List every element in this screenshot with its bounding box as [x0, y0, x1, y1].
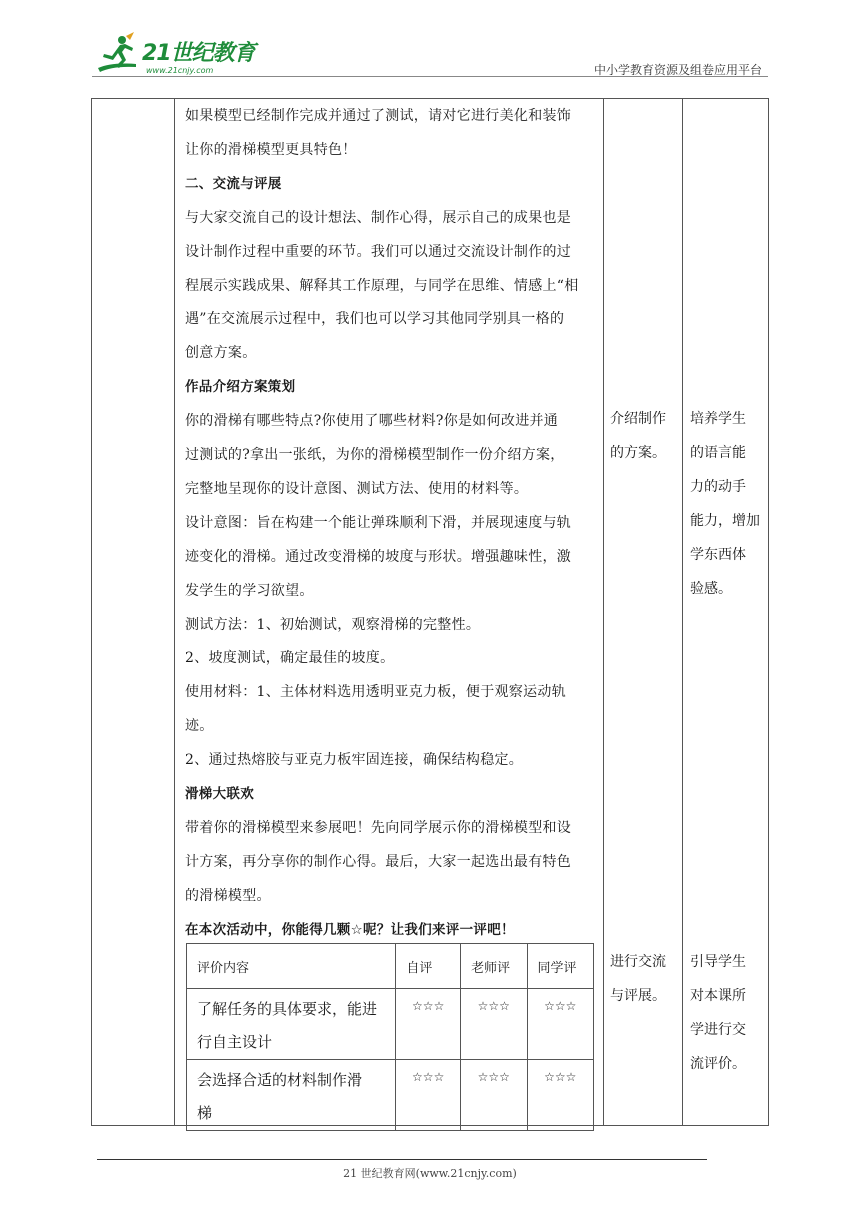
- note-line: 力的动手: [690, 479, 746, 495]
- paragraph-line: 如果模型已经制作完成并通过了测试，请对它进行美化和装饰: [185, 108, 572, 124]
- note-line: 介绍制作: [610, 411, 666, 427]
- column-divider: [682, 99, 683, 1125]
- teacher-activity-note-1: [610, 402, 666, 470]
- evaluation-table: [186, 943, 594, 1131]
- section-heading: 作品介绍方案策划: [185, 379, 296, 396]
- item-line: 行自主设计: [197, 1033, 273, 1051]
- section-heading: 滑梯大联欢: [185, 786, 254, 802]
- evaluation-item: [187, 1060, 396, 1131]
- note-line: 与评展。: [610, 988, 666, 1004]
- paragraph-line: 使用材料：1、主体材料选用透明亚克力板，便于观察运动轨: [185, 684, 567, 701]
- teacher-rating-stars: ☆☆☆: [461, 989, 527, 1060]
- paragraph-line: 设计制作过程中重要的环节。我们可以通过交流设计制作的过: [185, 243, 572, 260]
- paragraph-line: 与大家交流自己的设计想法、制作心得，展示自己的成果也是: [185, 209, 572, 226]
- paragraph-line: 完整地呈现你的设计意图、测试方法、使用的材料等。: [185, 480, 529, 497]
- header-divider: [92, 76, 768, 77]
- teacher-activity-note-2: [610, 945, 666, 1013]
- design-intent-note-2: [690, 945, 746, 1081]
- page-header: [92, 28, 768, 78]
- logo-url: www.21cnjy.com: [146, 66, 214, 75]
- table-row: [187, 989, 594, 1060]
- evaluation-item: [187, 989, 396, 1060]
- paragraph-line: 计方案，再分享你的制作心得。最后，大家一起选出最有特色: [185, 853, 572, 870]
- paragraph-line: 你的滑梯有哪些特点?你使用了哪些材料?你是如何改进并通: [185, 413, 559, 430]
- platform-name: 中小学教育资源及组卷应用平台: [593, 63, 762, 77]
- section-heading: 二、交流与评展: [185, 175, 282, 192]
- paragraph-line: 遇”在交流展示过程中，我们也可以学习其他同学别具一格的: [185, 311, 565, 328]
- footer-divider: [97, 1159, 707, 1160]
- peer-rating-stars: ☆☆☆: [527, 1060, 593, 1131]
- self-rating-stars: ☆☆☆: [396, 989, 461, 1060]
- note-line: 学进行交: [690, 1022, 746, 1038]
- evaluation-header-row: [187, 944, 594, 989]
- note-line: 进行交流: [610, 954, 666, 970]
- teacher-rating-stars: ☆☆☆: [461, 1060, 527, 1131]
- paragraph-line: 设计意图：旨在构建一个能让弹珠顺利下滑，并展现速度与轨: [185, 514, 572, 531]
- table-row: [187, 1060, 594, 1131]
- header-cell-self: 自评: [396, 944, 461, 989]
- self-rating-stars: ☆☆☆: [396, 1060, 461, 1131]
- note-line: 引导学生: [690, 954, 746, 970]
- note-line: 的方案。: [610, 445, 666, 461]
- paragraph-line: 迹变化的滑梯。通过改变滑梯的坡度与形状。增强趣味性，激: [185, 548, 572, 565]
- logo-text: 21世纪教育: [142, 41, 255, 66]
- paragraph-line: 让你的滑梯模型更具特色！: [185, 141, 357, 158]
- header-cell-content: 评价内容: [187, 944, 396, 989]
- item-line: 会选择合适的材料制作滑: [197, 1071, 363, 1089]
- paragraph-line: 的滑梯模型。: [185, 887, 271, 904]
- item-line: 了解任务的具体要求，能进: [197, 1000, 378, 1018]
- lesson-table: [91, 98, 769, 1126]
- paragraph-line: 2、通过热熔胶与亚克力板牢固连接，确保结构稳定。: [185, 752, 524, 769]
- paragraph-line: 程展示实践成果、解释其工作原理，与同学在思维、情感上“相: [185, 277, 579, 294]
- note-line: 验感。: [690, 581, 732, 597]
- paragraph-line: 2、坡度测试，确定最佳的坡度。: [185, 650, 395, 667]
- paragraph-line: 创意方案。: [185, 345, 257, 362]
- design-intent-note-1: [690, 402, 760, 606]
- note-line: 流评价。: [690, 1056, 746, 1072]
- note-line: 培养学生: [690, 411, 746, 427]
- header-cell-teacher: 老师评: [461, 944, 527, 989]
- runner-logo-icon: [92, 32, 140, 76]
- paragraph-line: 测试方法：1、初始测试，观察滑梯的完整性。: [185, 616, 481, 633]
- paragraph-line: 迹。: [185, 718, 214, 735]
- header-cell-peer: 同学评: [527, 944, 593, 989]
- column-divider: [603, 99, 604, 1125]
- note-line: 能力，增加: [690, 513, 760, 529]
- logo: [92, 32, 262, 76]
- note-line: 对本课所: [690, 988, 746, 1004]
- peer-rating-stars: ☆☆☆: [527, 989, 593, 1060]
- paragraph-line: 带着你的滑梯模型来参展吧！先向同学展示你的滑梯模型和设: [185, 819, 572, 836]
- note-line: 的语言能: [690, 445, 746, 461]
- paragraph-line: 过测试的?拿出一张纸，为你的滑梯模型制作一份介绍方案，: [185, 447, 565, 463]
- item-line: 梯: [197, 1104, 213, 1122]
- section-heading: 在本次活动中，你能得几颗☆呢？让我们来评一评吧！: [185, 921, 515, 938]
- note-line: 学东西体: [690, 547, 746, 563]
- column-divider: [174, 99, 175, 1125]
- page-footer: 21 世纪教育网(www.21cnjy.com): [343, 1167, 517, 1180]
- paragraph-line: 发学生的学习欲望。: [185, 582, 314, 599]
